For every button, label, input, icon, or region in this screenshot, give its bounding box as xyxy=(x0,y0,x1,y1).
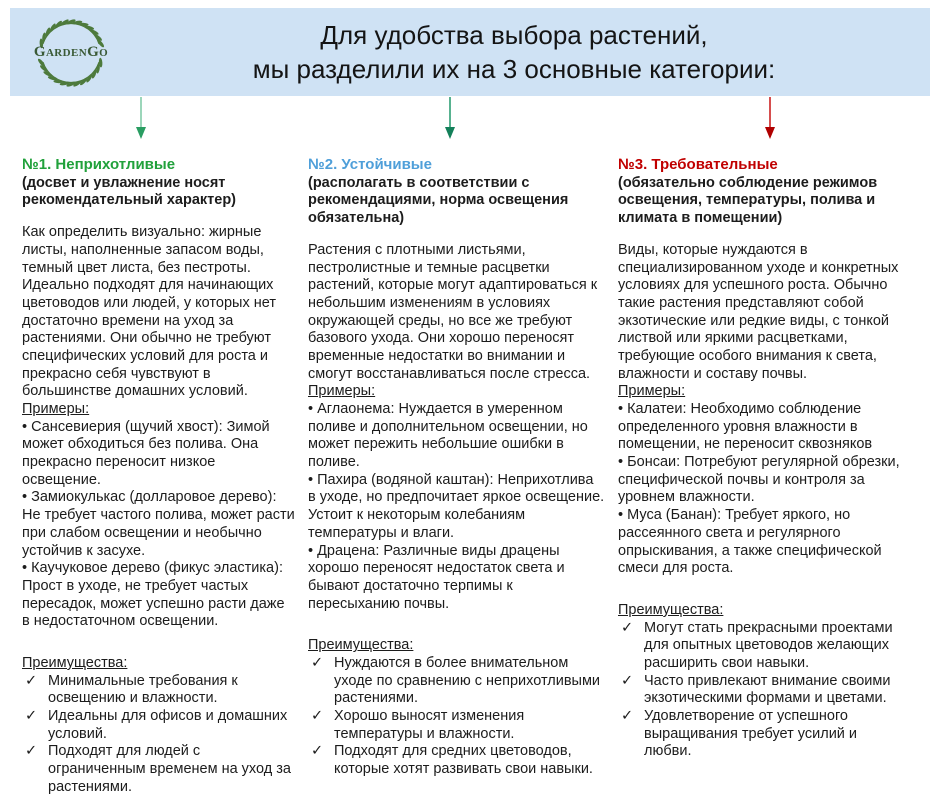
example-item: • Каучуковое дерево (фикус эластика): Прост в уходе, не требует частых пересадок, может успешно расти даже в недостаточном освещении. xyxy=(22,560,295,631)
advantage-item: ✓ Могут стать прекрасными проектами для опытных цветоводов желающих расширить свои навыки. xyxy=(618,620,907,673)
category-column-2 xyxy=(308,156,605,796)
down-arrow-icon xyxy=(134,97,148,140)
advantage-item: ✓ Часто привлекают внимание своими экзотическими формами и цветами. xyxy=(618,673,907,708)
title-line-2: мы разделили их на 3 основные категории: xyxy=(252,54,776,84)
category-heading: №2. Устойчивые xyxy=(308,156,432,173)
category-description: Растения с плотными листьями, пестролистные и темные расцветки растений, которые могут адаптироваться к небольшим изменениям в условиях окружающей среды, но все же требуют базового ухода. Они хорошо переносят временные недостатки во внимании и смогут восстанавливаться после стресса. xyxy=(308,241,598,382)
advantages-label: Преимущества: xyxy=(618,601,724,618)
down-arrow-icon xyxy=(763,97,777,140)
page-title xyxy=(112,18,930,87)
advantages-block xyxy=(22,655,295,797)
logo-brand-text: GardenGo xyxy=(33,43,109,60)
advantage-item: ✓ Хорошо выносят изменения температуры и влажности. xyxy=(308,708,605,743)
category-subtitle: (обязательно соблюдение режимов освещения, температуры, полива и климата в помещении) xyxy=(618,174,878,227)
title-line-1: Для удобства выбора растений, xyxy=(320,19,708,50)
category-column-3 xyxy=(618,156,907,796)
advantages-block xyxy=(308,637,605,779)
advantages-label: Преимущества: xyxy=(22,654,128,671)
examples-label: Примеры: xyxy=(308,383,376,400)
category-heading: №3. Требовательные xyxy=(618,156,778,173)
examples-label: Примеры: xyxy=(618,383,686,400)
category-description: Как определить визуально: жирные листы, наполненные запасом воды, темный цвет листа, без пестроты. Идеально подходят для начинающих цветоводов или людей, у которых нет достаточно времени на уход за растениями. Они обычно не требуют специфических условий для роста и прекрасно себя чувствуют в большинстве домашних условий. xyxy=(22,224,276,400)
category-description: Виды, которые нуждаются в специализированном уходе и конкретных условиях для успешного роста. Обычно такие растения представляют собой экзотические или редкие виды, с тонкой листвой или яркими расцветками, требующие особого внимания к света, влажности и составу почвы. xyxy=(618,241,899,382)
header-banner xyxy=(10,8,930,96)
example-item: • Пахира (водяной каштан): Неприхотлива в уходе, но предпочитает яркое освещение. Устоит к некоторым колебаниям температуры и влаги. xyxy=(308,472,605,543)
advantage-item: ✓ Подходят для средних цветоводов, которые хотят развивать свои навыки. xyxy=(308,743,605,778)
advantage-item: ✓ Идеальны для офисов и домашних условий. xyxy=(22,708,295,743)
example-item: • Калатеи: Необходимо соблюдение определенного уровня влажности в помещении, не переносит сквозняков xyxy=(618,401,907,454)
advantages-block xyxy=(618,602,907,761)
example-item: • Замиокулькас (долларовое дерево): Не требует частого полива, может расти при слабом освещении и необычно устойчив к засухе. xyxy=(22,489,295,560)
category-subtitle: (располагать в соответствии с рекомендациями, норма освещения обязательна) xyxy=(308,174,569,227)
advantage-item: ✓ Минимальные требования к освещению и влажности. xyxy=(22,673,295,708)
example-item: • Сансевиерия (щучий хвост): Зимой может обходиться без полива. Она прекрасно переносит низкое освещение. xyxy=(22,419,295,490)
example-item: • Муса (Банан): Требует яркого, но рассеянного света и регулярного опрыскивания, а также специфической смеси для роста. xyxy=(618,507,907,578)
example-item: • Драцена: Различные виды драцены хорошо переносят недостаток света и бывают достаточно терпимы к пересыханию почвы. xyxy=(308,543,605,614)
advantages-label: Преимущества: xyxy=(308,637,414,654)
category-column-1 xyxy=(22,156,295,796)
advantage-item: ✓ Удовлетворение от успешного выращивания требует усилий и любви. xyxy=(618,708,907,761)
advantage-item: ✓ Нуждаются в более внимательном уходе по сравнению с неприхотливыми растениями. xyxy=(308,655,605,708)
advantage-item: ✓ Подходят для людей с ограниченным временем на уход за растениями. xyxy=(22,743,295,796)
example-item: • Аглаонема: Нуждается в умеренном поливе и дополнительном освещении, но может пережить небольшие ошибки в поливе. xyxy=(308,401,605,472)
example-item: • Бонсаи: Потребуют регулярной обрезки, специфической почвы и контроля за уровнем влажности. xyxy=(618,454,907,507)
category-heading: №1. Неприхотливые xyxy=(22,156,176,173)
examples-label: Примеры: xyxy=(22,401,90,417)
logo xyxy=(30,12,112,94)
categories-section xyxy=(22,156,907,796)
category-subtitle: (досвет и увлажнение носят рекомендательный характер) xyxy=(22,174,237,209)
down-arrow-icon xyxy=(443,97,457,140)
